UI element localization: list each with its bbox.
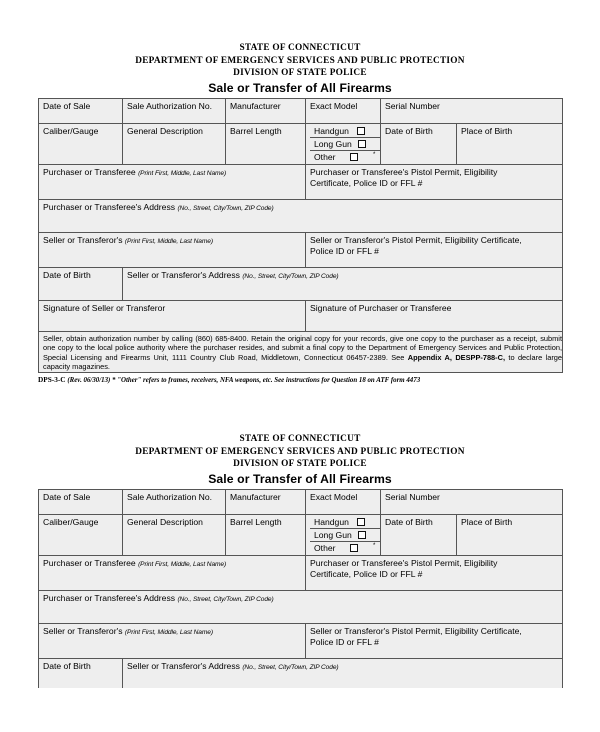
label-purchaser-name-hint: (Print First, Middle, Last Name) <box>138 169 227 177</box>
cell-instructions <box>39 331 563 372</box>
label-date-of-birth-second: Date of Birth <box>385 516 433 527</box>
checkbox-label-long-gun: Long Gun <box>314 138 352 149</box>
label-purchaser-address-hint-second: (No., Street, City/Town, ZIP Code) <box>177 595 274 603</box>
label-seller-address-hint: (No., Street, City/Town, ZIP Code) <box>242 272 339 280</box>
form-title: Sale or Transfer of All Firearms <box>208 80 392 95</box>
label-purchaser-name-text: Purchaser or Transferee <box>43 166 136 177</box>
label-purchaser-name-hint-second: (Print First, Middle, Last Name) <box>138 560 227 568</box>
label-general-description-second: General Description <box>127 516 203 527</box>
label-signature-seller: Signature of Seller or Transferor <box>43 302 166 313</box>
firearm-transfer-table-second <box>38 489 563 692</box>
cell-purchaser-permit-second[interactable] <box>306 555 563 590</box>
label-sale-authorization-no-second: Sale Authorization No. <box>127 491 213 502</box>
label-serial-number: Serial Number <box>385 100 440 111</box>
cell-place-of-birth-second[interactable] <box>457 514 563 555</box>
form-header <box>38 42 562 96</box>
checkbox-long-gun-second[interactable] <box>358 531 366 539</box>
cell-serial-number-second[interactable] <box>381 489 563 514</box>
table-row-purchaser-address-second <box>39 590 563 623</box>
cell-barrel-length[interactable] <box>226 123 306 164</box>
header-department: DEPARTMENT OF EMERGENCY SERVICES AND PUBLIC PROTECTION <box>135 55 465 66</box>
label-date-of-sale-second: Date of Sale <box>43 491 91 502</box>
checkbox-label-long-gun-second: Long Gun <box>314 529 352 540</box>
form-title-second: Sale or Transfer of All Firearms <box>208 471 392 486</box>
page-bottom-cutoff <box>38 688 566 732</box>
label-purchaser-permit-line2: Certificate, Police ID or FFL # <box>310 178 423 188</box>
cell-manufacturer-second[interactable] <box>226 489 306 514</box>
footnote-form-id: DPS-3-C <box>38 375 66 385</box>
cell-seller-permit[interactable] <box>306 232 563 267</box>
label-date-of-birth: Date of Birth <box>385 125 433 136</box>
form-copy-first <box>38 42 562 386</box>
cell-sale-authorization-no[interactable] <box>123 98 226 123</box>
checkbox-handgun[interactable] <box>357 127 365 135</box>
checkbox-row-handgun[interactable] <box>310 126 380 139</box>
label-exact-model-second: Exact Model <box>310 491 358 502</box>
cell-seller-address-second[interactable] <box>123 658 563 691</box>
label-seller-name-hint: (Print First, Middle, Last Name) <box>124 237 213 245</box>
label-place-of-birth: Place of Birth <box>461 125 513 136</box>
checkbox-row-other[interactable] <box>310 151 380 164</box>
checkbox-row-other-second[interactable] <box>310 542 380 555</box>
label-seller-name-second <box>43 626 305 639</box>
cell-place-of-birth[interactable] <box>457 123 563 164</box>
label-caliber-gauge: Caliber/Gauge <box>43 125 99 136</box>
table-row-seller-address <box>39 267 563 300</box>
cell-seller-permit-second[interactable] <box>306 623 563 658</box>
firearm-transfer-table <box>38 98 563 373</box>
label-purchaser-name-text-second: Purchaser or Transferee <box>43 557 136 568</box>
label-date-of-birth-seller: Date of Birth <box>43 269 91 280</box>
cell-purchaser-name[interactable] <box>39 164 306 199</box>
label-purchaser-permit-line1-second: Purchaser or Transferee's Pistol Permit, Eligibility <box>310 557 498 568</box>
cell-date-of-birth-purchaser-second[interactable] <box>381 514 457 555</box>
table-row-seller-address-second <box>39 658 563 691</box>
header-division-second: DIVISION OF STATE POLICE <box>233 459 367 469</box>
cell-date-of-birth-seller[interactable] <box>39 267 123 300</box>
header-division: DIVISION OF STATE POLICE <box>233 68 367 78</box>
label-seller-address-text-second: Seller or Transferor's Address <box>127 660 240 671</box>
label-date-of-sale: Date of Sale <box>43 100 91 111</box>
label-signature-purchaser: Signature of Purchaser or Transferee <box>310 302 452 313</box>
table-row-instructions <box>39 331 563 372</box>
table-row-firearm-details-second <box>39 514 563 555</box>
table-row-firearm-identification-second <box>39 489 563 514</box>
label-seller-address-second <box>127 661 562 674</box>
label-serial-number-second: Serial Number <box>385 491 440 502</box>
cell-date-of-birth-seller-second[interactable] <box>39 658 123 691</box>
label-general-description: General Description <box>127 125 203 136</box>
table-row-firearm-details <box>39 123 563 164</box>
cell-seller-name-second[interactable] <box>39 623 306 658</box>
label-purchaser-name-second <box>43 558 305 571</box>
label-purchaser-name <box>43 167 305 180</box>
checkbox-other-second[interactable] <box>350 544 358 552</box>
label-barrel-length: Barrel Length <box>230 125 282 136</box>
cell-purchaser-address-second[interactable] <box>39 590 563 623</box>
checkbox-label-handgun-second: Handgun <box>314 517 349 528</box>
cell-purchaser-address[interactable] <box>39 199 563 232</box>
checkbox-row-long-gun-second[interactable] <box>310 529 380 542</box>
table-row-seller <box>39 232 563 267</box>
cell-seller-name[interactable] <box>39 232 306 267</box>
instructions-part2: to declare large capacity magazines. <box>43 352 563 372</box>
label-caliber-gauge-second: Caliber/Gauge <box>43 516 99 527</box>
form-header-second <box>38 433 562 487</box>
checkbox-label-other: Other <box>314 151 336 162</box>
label-manufacturer: Manufacturer <box>230 100 281 111</box>
form-copy-second <box>38 433 562 692</box>
form-footnote <box>38 375 562 386</box>
label-purchaser-address <box>43 202 562 215</box>
instructions-paragraph <box>43 334 562 372</box>
label-seller-permit-line2-second: Police ID or FFL # <box>310 637 379 647</box>
cell-firearm-type-checkboxes <box>306 123 381 164</box>
label-barrel-length-second: Barrel Length <box>230 516 282 527</box>
label-place-of-birth-second: Place of Birth <box>461 516 513 527</box>
label-date-of-birth-seller-second: Date of Birth <box>43 660 91 671</box>
cell-purchaser-name-second[interactable] <box>39 555 306 590</box>
cell-general-description-second[interactable] <box>123 514 226 555</box>
cell-date-of-birth-purchaser[interactable] <box>381 123 457 164</box>
label-seller-name-text: Seller or Transferor's <box>43 234 123 245</box>
asterisk-footnote-marker-second: * <box>373 542 376 549</box>
footnote-body: (Rev. 06/30/13) * "Other" refers to frames, receivers, NFA weapons, etc. See instructions for Question 18 on ATF form 4473 <box>67 377 421 385</box>
label-seller-address-text: Seller or Transferor's Address <box>127 269 240 280</box>
asterisk-footnote-marker: * <box>373 151 376 158</box>
cell-purchaser-permit[interactable] <box>306 164 563 199</box>
label-exact-model: Exact Model <box>310 100 358 111</box>
label-purchaser-permit-line1: Purchaser or Transferee's Pistol Permit, Eligibility <box>310 166 498 177</box>
instructions-appendix-reference: Appendix A, DESPP-788-C, <box>407 352 506 362</box>
cell-exact-model-second[interactable] <box>306 489 381 514</box>
label-seller-address-hint-second: (No., Street, City/Town, ZIP Code) <box>242 663 339 671</box>
checkbox-handgun-second[interactable] <box>357 518 365 526</box>
label-seller-name <box>43 235 305 248</box>
cell-signature-purchaser[interactable] <box>306 300 563 331</box>
cell-date-of-sale-second[interactable] <box>39 489 123 514</box>
header-state-second: STATE OF CONNECTICUT <box>239 434 361 444</box>
cell-caliber-gauge-second[interactable] <box>39 514 123 555</box>
table-row-purchaser <box>39 164 563 199</box>
cell-signature-seller[interactable] <box>39 300 306 331</box>
label-sale-authorization-no: Sale Authorization No. <box>127 100 213 111</box>
label-seller-permit-line1: Seller or Transferor's Pistol Permit, Eligibility Certificate, <box>310 234 522 245</box>
label-purchaser-permit-line2-second: Certificate, Police ID or FFL # <box>310 569 423 579</box>
table-row-purchaser-address <box>39 199 563 232</box>
label-seller-name-hint-second: (Print First, Middle, Last Name) <box>124 628 213 636</box>
label-seller-permit-line1-second: Seller or Transferor's Pistol Permit, Eligibility Certificate, <box>310 625 522 636</box>
checkbox-label-handgun: Handgun <box>314 126 349 137</box>
cell-firearm-type-checkboxes-second <box>306 514 381 555</box>
table-row-purchaser-second <box>39 555 563 590</box>
checkbox-long-gun[interactable] <box>358 140 366 148</box>
checkbox-label-other-second: Other <box>314 542 336 553</box>
table-row-firearm-identification <box>39 98 563 123</box>
cell-sale-authorization-no-second[interactable] <box>123 489 226 514</box>
instructions-part1: Seller, obtain authorization number by calling (860) 685-8400. Retain the original copy for your records, give one copy to the purchaser as a receipt, submit one copy to the local police authority where the purchaser resides, and submit a final copy to the Department of Emergency Services and Public Protection, Special Licensing and Firearms Unit, 1111 Country Club Road, Middletown, Connecticut 06457-2389. See <box>43 333 562 362</box>
cell-caliber-gauge[interactable] <box>39 123 123 164</box>
table-row-signatures <box>39 300 563 331</box>
label-manufacturer-second: Manufacturer <box>230 491 281 502</box>
table-row-seller-second <box>39 623 563 658</box>
checkbox-row-handgun-second[interactable] <box>310 517 380 530</box>
label-seller-permit-line2: Police ID or FFL # <box>310 246 379 256</box>
checkbox-other[interactable] <box>350 153 358 161</box>
cell-general-description[interactable] <box>123 123 226 164</box>
label-seller-address <box>127 270 562 283</box>
cell-barrel-length-second[interactable] <box>226 514 306 555</box>
label-purchaser-address-text: Purchaser or Transferee's Address <box>43 201 176 212</box>
label-purchaser-address-second <box>43 593 562 606</box>
cell-exact-model[interactable] <box>306 98 381 123</box>
cell-date-of-sale[interactable] <box>39 98 123 123</box>
label-seller-name-text-second: Seller or Transferor's <box>43 625 123 636</box>
header-department-second: DEPARTMENT OF EMERGENCY SERVICES AND PUBLIC PROTECTION <box>135 446 465 457</box>
header-state: STATE OF CONNECTICUT <box>239 43 361 53</box>
label-purchaser-address-hint: (No., Street, City/Town, ZIP Code) <box>177 204 274 212</box>
cell-manufacturer[interactable] <box>226 98 306 123</box>
label-purchaser-address-text-second: Purchaser or Transferee's Address <box>43 592 176 603</box>
cell-seller-address[interactable] <box>123 267 563 300</box>
checkbox-row-long-gun[interactable] <box>310 138 380 151</box>
cell-serial-number[interactable] <box>381 98 563 123</box>
